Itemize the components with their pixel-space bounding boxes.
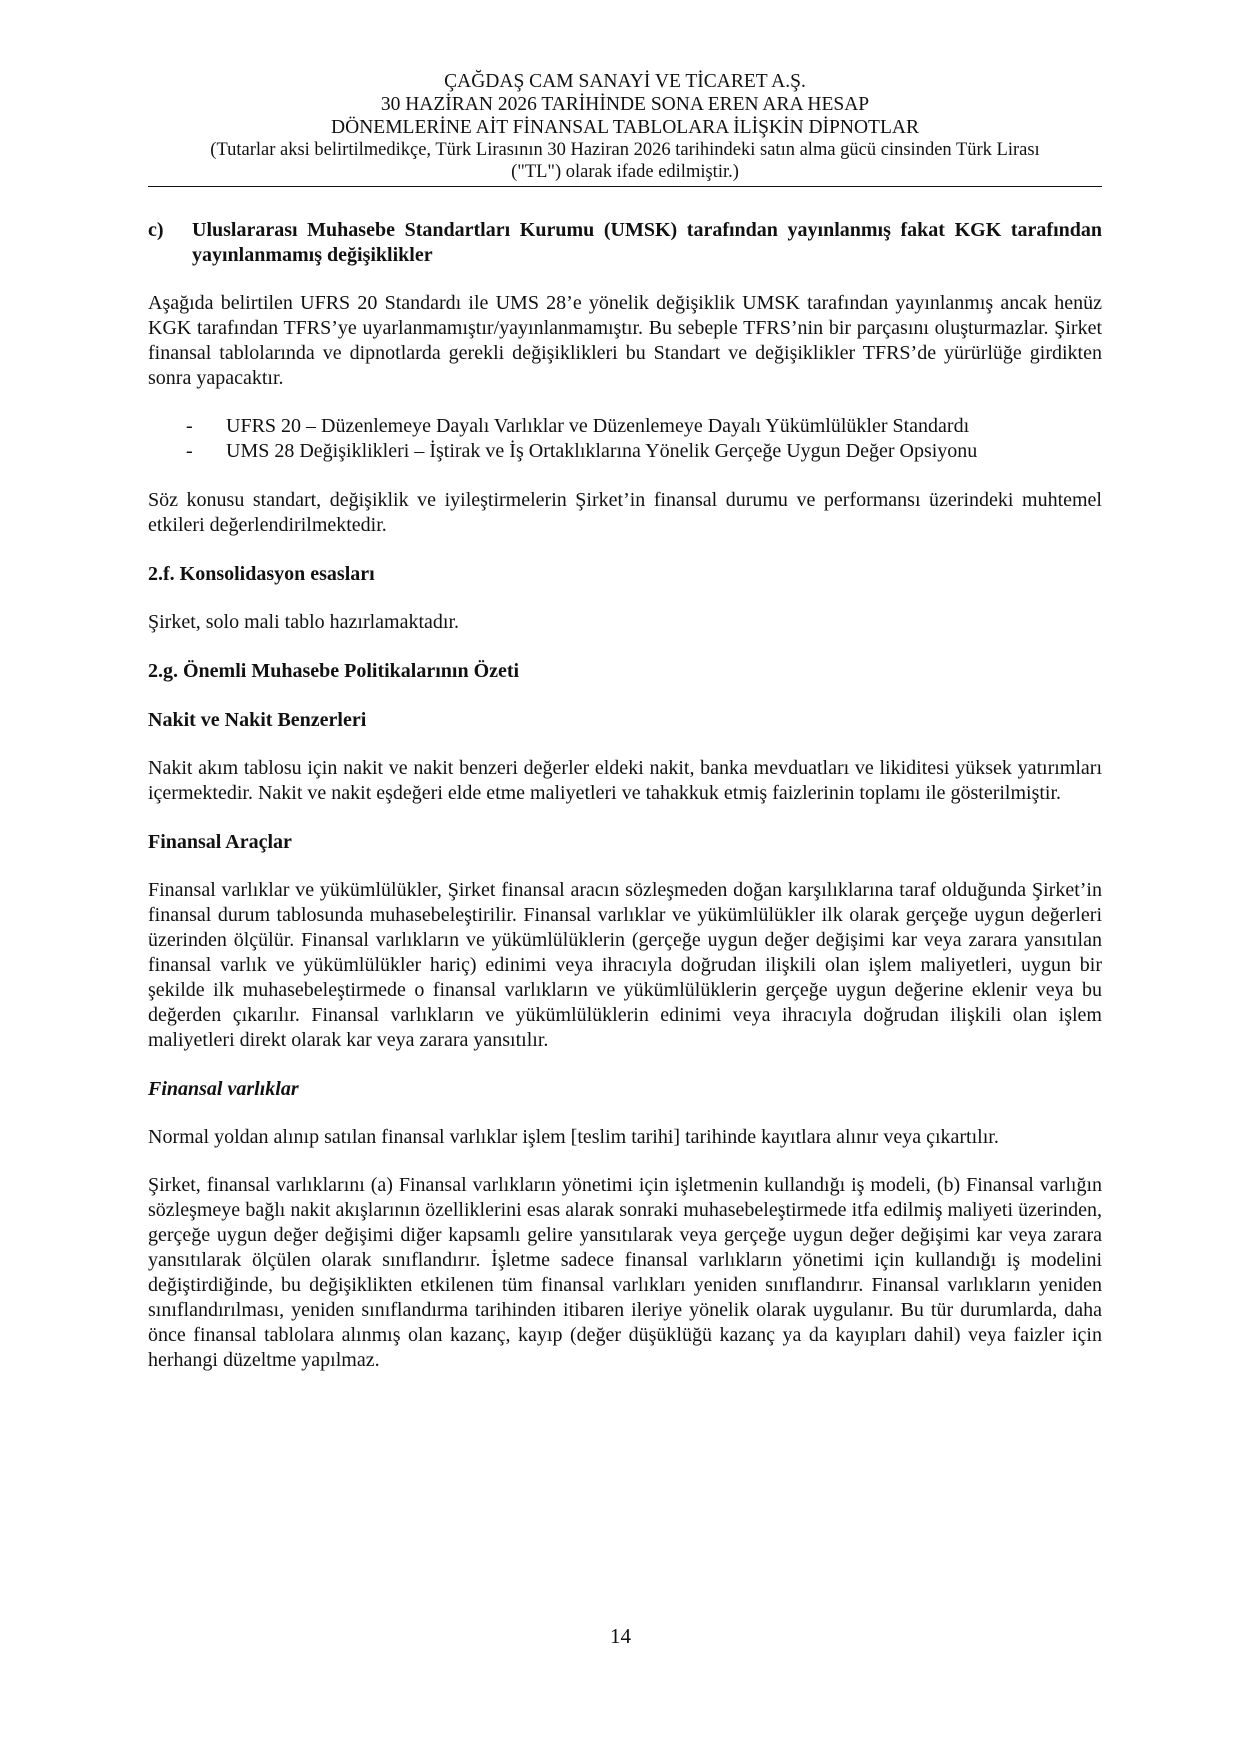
list-item — [148, 414, 1102, 439]
header-divider — [148, 186, 1102, 187]
section-c-heading — [148, 218, 1102, 268]
cash-paragraph: Nakit akım tablosu için nakit ve nakit benzeri değerler eldeki nakit, banka mevduatları ve likiditesi yüksek yatırımları içermektedir. Nakit ve nakit eşdeğeri elde etme maliyetleri ve tahakkuk etmiş faizlerinin toplamı ile gösterilmiştir. — [148, 757, 1102, 804]
financial-instruments-heading: Finansal Araçlar — [148, 831, 292, 853]
list-item-text: UFRS 20 – Düzenlemeye Dayalı Varlıklar ve Düzenlemeye Dayalı Yükümlülükler Standardı — [226, 415, 970, 437]
currency-note-cont: ("TL") olarak ifade edilmiştir.) — [511, 162, 739, 182]
list-item — [148, 439, 1102, 464]
financial-assets-heading: Finansal varlıklar — [148, 1078, 299, 1100]
report-period: 30 HAZİRAN 2026 TARİHİNDE SONA EREN ARA HESAP — [380, 94, 870, 115]
list-item-text: UMS 28 Değişiklikleri – İştirak ve İş Ortaklıklarına Yönelik Gerçeğe Uygun Değer Opsiyonu — [226, 440, 978, 462]
currency-note: (Tutarlar aksi belirtilmedikçe, Türk Lirasının 30 Haziran 2026 tarihindeki satın alma gücü cinsinden Türk Lirası — [210, 140, 1040, 160]
list-dash: - — [186, 415, 193, 437]
report-title: DÖNEMLERİNE AİT FİNANSAL TABLOLARA İLİŞKİN DİPNOTLAR — [331, 117, 919, 138]
list-dash: - — [186, 440, 193, 462]
standards-list — [148, 414, 1102, 464]
company-name: ÇAĞDAŞ CAM SANAYİ VE TİCARET A.Ş. — [444, 71, 806, 92]
section-c-label: c) — [148, 219, 164, 241]
financial-assets-paragraph-1: Normal yoldan alınıp satılan finansal varlıklar işlem [teslim tarihi] tarihinde kayıtlara alınır veya çıkartılır. — [148, 1126, 999, 1148]
section-c-title: Uluslararası Muhasebe Standartları Kurumu (UMSK) tarafından yayınlanmış fakat KGK tarafından yayınlanmamış değişiklikler — [192, 219, 1102, 266]
section-f-paragraph: Şirket, solo mali tablo hazırlamaktadır. — [148, 611, 460, 633]
section-c-paragraph-1: Aşağıda belirtilen UFRS 20 Standardı ile UMS 28’e yönelik değişiklik UMSK tarafından yayınlanmış ancak henüz KGK tarafından TFRS’ye uyarlanmamıştır/yayınlanmamıştır. Bu sebeple TFRS’nin bir parçasını oluşturmazlar. Şirket finansal tablolarında ve dipnotlarda gerekli değişiklikleri bu Standart ve değişiklikler TFRS’de yürürlüğe girdikten sonra yapacaktır. — [148, 292, 1102, 389]
section-f-title: 2.f. Konsolidasyon esasları — [148, 563, 375, 585]
document-page — [148, 70, 1102, 1373]
page-header — [148, 70, 1102, 183]
page-number: 14 — [610, 1624, 631, 1648]
financial-assets-paragraph-2: Şirket, finansal varlıklarını (a) Finansal varlıkların yönetimi için işletmenin kullandığı iş modeli, (b) Finansal varlığın sözleşmeye bağlı nakit akışlarının özelliklerini esas alarak sonraki muhasebeleştirmede itfa edilmiş maliyeti üzerinden, gerçeğe uygun değer değişimi diğer kapsamlı gelire yansıtılarak veya gerçeğe uygun değer değişimi kar veya zarara yansıtılarak ölçülen olarak sınıflandırır. İşletme sadece finansal varlıkların yönetimi için kullandığı iş modelini değiştirdiğinde, bu değişiklikten etkilenen tüm finansal varlıkları yeniden sınıflandırır. Finansal varlıkların yeniden sınıflandırılması, yeniden sınıflandırma tarihinden itibaren ileriye yönelik olarak uygulanır. Bu tür durumlarda, daha önce finansal tablolara alınmış olan kazanç, kayıp (değer düşüklüğü kazanç ya da kayıpları dahil) veya faizler için herhangi düzeltme yapılmaz. — [148, 1174, 1102, 1371]
financial-instruments-paragraph: Finansal varlıklar ve yükümlülükler, Şirket finansal aracın sözleşmeden doğan karşılıklarına taraf olduğunda Şirket’in finansal durum tablosunda muhasebeleştirilir. Finansal varlıklar ve yükümlülükler ilk olarak gerçeğe uygun değerleri üzerinden ölçülür. Finansal varlıkların ve yükümlülüklerin (gerçeğe uygun değer değişimi kar veya zarara yansıtılan finansal varlık ve yükümlülükler hariç) edinimi veya ihracıyla doğrudan ilişkili olan işlem maliyetleri, uygun bir şekilde ilk muhasebeleştirmede o finansal varlıkların ve yükümlülüklerin gerçeğe uygun değerine eklenir veya bu değerden çıkarılır. Finansal varlıkların ve yükümlülüklerin edinimi veya ihracıyla doğrudan ilişkili olan işlem maliyetleri direkt olarak kar veya zarara yansıtılır. — [148, 879, 1102, 1051]
section-c-paragraph-2: Söz konusu standart, değişiklik ve iyileştirmelerin Şirket’in finansal durumu ve performansı üzerindeki muhtemel etkileri değerlendirilmektedir. — [148, 489, 1102, 536]
section-g-title: 2.g. Önemli Muhasebe Politikalarının Özeti — [148, 660, 520, 682]
cash-heading: Nakit ve Nakit Benzerleri — [148, 709, 367, 731]
